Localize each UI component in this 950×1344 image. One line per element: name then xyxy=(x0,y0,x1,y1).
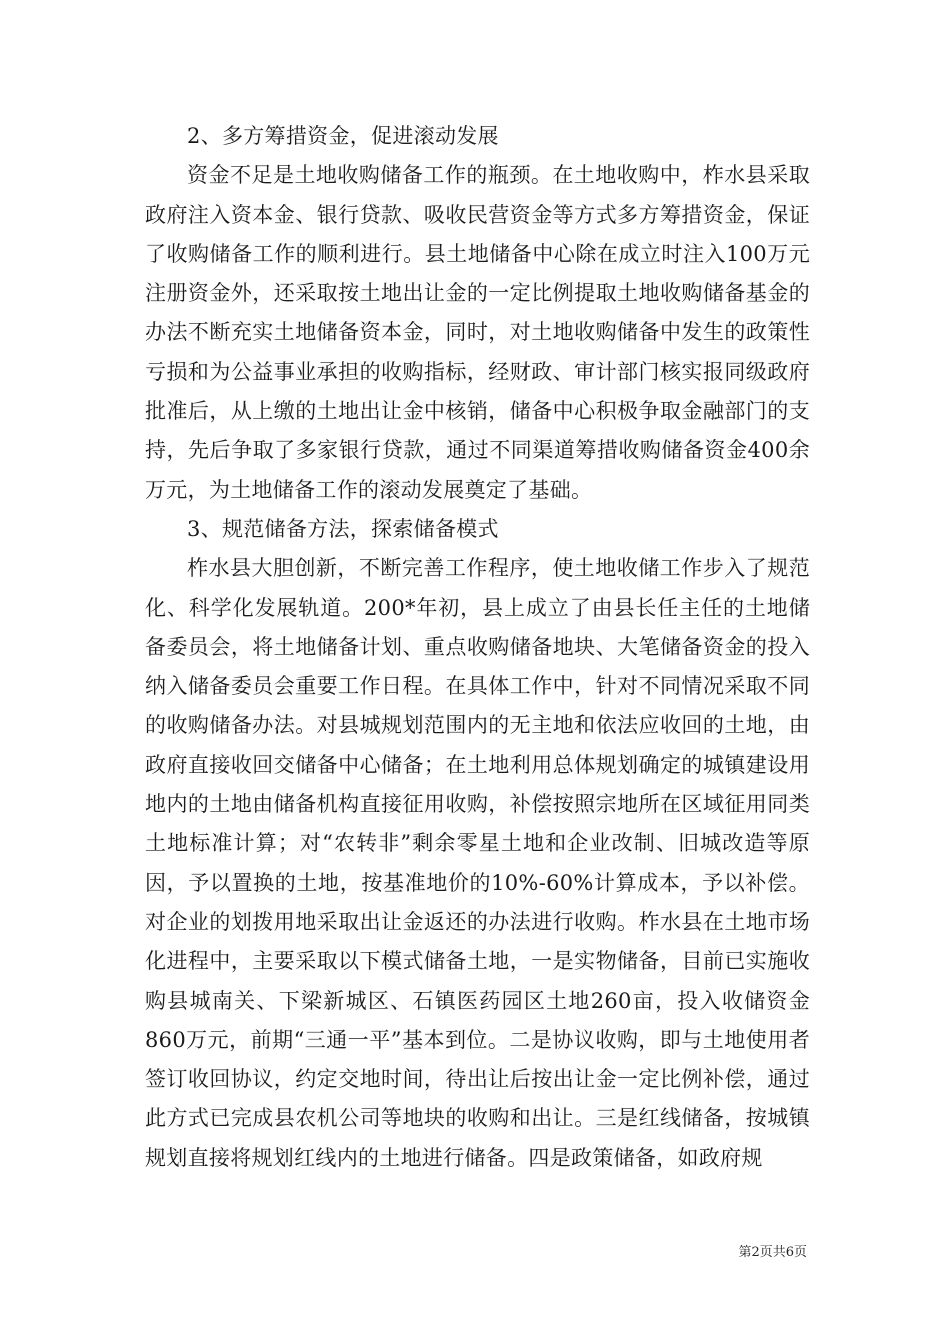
section-paragraph-3: 柞水县大胆创新，不断完善工作程序，使土地收储工作步入了规范化、科学化发展轨道。200*年初，县上成立了由县长任主任的土地储备委员会，将土地储备计划、重点收购储备地块、大笔储备资金的投入纳入储备委员会重要工作日程。在具体工作中，针对不同情况采取不同的收购储备办法。对县城规划范围内的无主地和依法应收回的土地，由政府直接收回交储备中心储备；在土地利用总体规划确定的城镇建设用地内的土地由储备机构直接征用收购，补偿按照宗地所在区域征用同类土地标准计算；对“农转非”剩余零星土地和企业改制、旧城改造等原因，予以置换的土地，按基准地价的10%-60%计算成本，予以补偿。对企业的划拨用地采取出让金返还的办法进行收购。柞水县在土地市场化进程中，主要采取以下模式储备土地，一是实物储备，目前已实施收购县城南关、下梁新城区、石镇医药园区土地260亩，投入收储资金860万元，前期“三通一平”基本到位。二是协议收购，即与土地使用者签订收回协议，约定交地时间，待出让后按出让金一定比例补偿，通过此方式已完成县农机公司等地块的收购和出让。三是红线储备，按城镇规划直接将规划红线内的土地进行储备。四是政策储备，如政府规 xyxy=(145,556,810,1170)
section-heading-2: 2、多方筹措资金，促进滚动发展 xyxy=(187,124,499,148)
page-number: 第2页共6页 xyxy=(738,1245,807,1260)
section-heading-3: 3、规范储备方法，探索储备模式 xyxy=(187,516,499,541)
document-body xyxy=(145,117,810,1178)
section-paragraph-2: 资金不足是土地收购储备工作的瓶颈。在土地收购中，柞水县采取政府注入资本金、银行贷款、吸收民营资金等方式多方筹措资金，保证了收购储备工作的顺利进行。县土地储备中心除在成立时注入100万元注册资金外，还采取按土地出让金的一定比例提取土地收购储备基金的办法不断充实土地储备资本金，同时，对土地收购储备中发生的政策性亏损和为公益事业承担的收购指标，经财政、审计部门核实报同级政府批准后，从上缴的土地出让金中核销，储备中心积极争取金融部门的支持，先后争取了多家银行贷款，通过不同渠道筹措收购储备资金400余万元，为土地储备工作的滚动发展奠定了基础。 xyxy=(145,163,810,502)
